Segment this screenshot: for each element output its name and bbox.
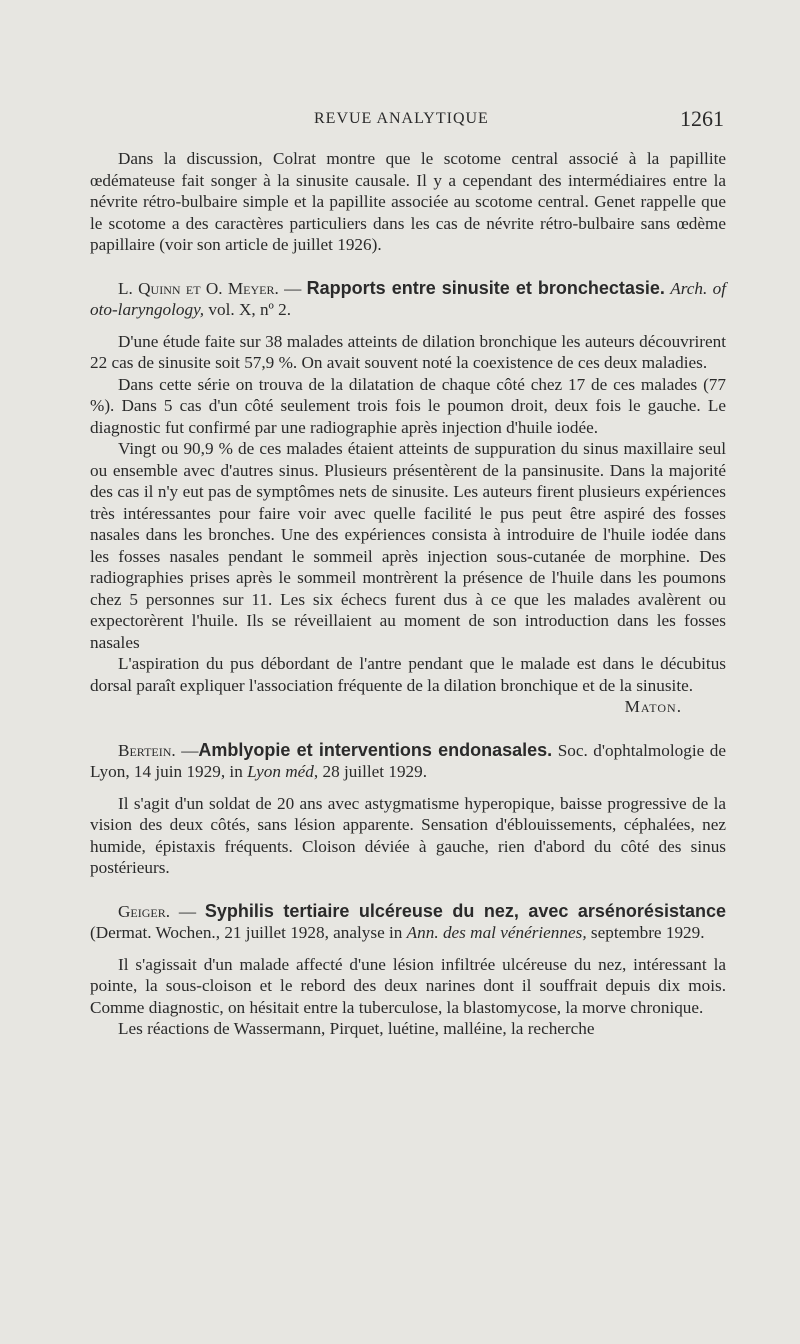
page-header — [0, 106, 800, 136]
article-source: (Dermat. Wochen., 21 juillet 1928, analyse in — [90, 923, 407, 942]
article-paragraph: Dans cette série on trouva de la dilatation de chaque côté chez 17 de ces malades (77 %). Dans 5 cas d'un côté seulement trois fois le poumon droit, deux fois le gauche. Le diagnostic fut confirmé par une radiographie après injection d'huile iodée. — [90, 374, 726, 437]
article-paragraph: L'aspiration du pus débordant de l'antre pendant que le malade est dans le décubitus dorsal paraît expliquer l'association fréquente de la dilation bronchique et de la sinusite. — [90, 654, 726, 695]
article-title: Amblyopie et interventions endonasales. — [198, 739, 553, 760]
article-source-date: septembre 1929. — [586, 923, 705, 942]
article-source: Soc. d'ophtalmologie de Lyon, 14 juin 1929, in — [90, 740, 727, 781]
body-text — [90, 148, 726, 1040]
article-paragraph: Il s'agit d'un soldat de 20 ans avec astygmatisme hyperopique, baisse progressive de la vision des deux côtés, sans lésion apparente. Sensation d'éblouissements, céphalées, nez humide, épistaxis fréquents. Cloison déviée à gauche, rien d'abord du côté des sinus postérieurs. — [90, 793, 726, 877]
article-heading-quinn-meyer — [90, 278, 726, 321]
article-paragraph: D'une étude faite sur 38 malades atteints de dilation bronchique les auteurs découvrirent 22 cas de sinusite soit 57,9 %. On avait souvent noté la coexistence de ces deux maladies. — [90, 331, 726, 372]
intro-paragraph: Dans la discussion, Colrat montre que le scotome central associé à la papillite œdémateuse fait songer à la sinusite causale. Il y a cependant des intermédiaires entre la névrite rétro-bulbaire simple et la papillite associée au scotome central. Genet rappelle que le scotome a des caractères particuliers dans les cas de névrite rétro-bulbaire sans œdème papillaire (voir son article de juillet 1926). — [90, 149, 726, 254]
article-source-journal: Lyon méd — [247, 762, 314, 781]
article-source-date: , 28 juillet 1929. — [313, 762, 428, 781]
heading-dash: — — [170, 901, 205, 921]
running-title: REVUE ANALYTIQUE — [314, 110, 489, 127]
article-source-journal: Ann. des mal vénériennes, — [406, 923, 587, 942]
article-authors: L. Quinn et O. Meyer. — [118, 278, 279, 298]
article-source-journal: Arch. of oto-laryngology, — [90, 278, 727, 319]
reviewer-signature: Maton. — [624, 697, 682, 716]
article-heading-bertein — [90, 740, 726, 783]
heading-dash: — — [278, 278, 307, 298]
heading-dash: — — [175, 740, 199, 760]
article-authors: Geiger. — [118, 901, 171, 921]
article-authors: Bertein. — [118, 740, 176, 760]
article-title: Rapports entre sinusite et bronchectasie. — [306, 277, 665, 298]
page-number: 1261 — [680, 106, 724, 131]
article-title: Syphilis tertiaire ulcéreuse du nez, avec arsénorésistance — [204, 900, 726, 921]
article-paragraph: Il s'agissait d'un malade affecté d'une lésion infiltrée ulcéreuse du nez, intéressant la pointe, la sous-cloison et le rebord des deux narines dont il souffrait depuis dix mois. Comme diagnostic, on hésitait entre la tuberculose, la blastomycose, la morve chronique. — [90, 954, 726, 1017]
article-paragraph: Vingt ou 90,9 % de ces malades étaient atteints de suppuration du sinus maxillaire seul ou ensemble avec d'autres sinus. Plusieurs présentèrent de la pansinusite. Dans la majorité des cas il n'y eut pas de symptômes nets de sinusite. Les auteurs firent plusieurs expériences très intéressantes pour faire voir avec quelle facilité le pus peut être aspiré des fosses nasales dans les bronches. Une des expériences consista à introduire de l'huile iodée dans les fosses nasales pendant le sommeil après injection sous-cutanée de morphine. Des radiographies prises après le sommeil montrèrent la présence de l'huile dans les poumons chez 5 personnes sur 11. Les six échecs furent dus à ce que les malades avalèrent ou expectorèrent l'huile. Ils se réveillaient au moment de son introduction dans les fosses nasales — [90, 439, 726, 652]
article-heading-geiger — [90, 901, 726, 944]
article-source: vol. X, nº 2. — [204, 300, 292, 319]
article-paragraph: Les réactions de Wassermann, Pirquet, luétine, malléine, la recherche — [118, 1019, 595, 1038]
